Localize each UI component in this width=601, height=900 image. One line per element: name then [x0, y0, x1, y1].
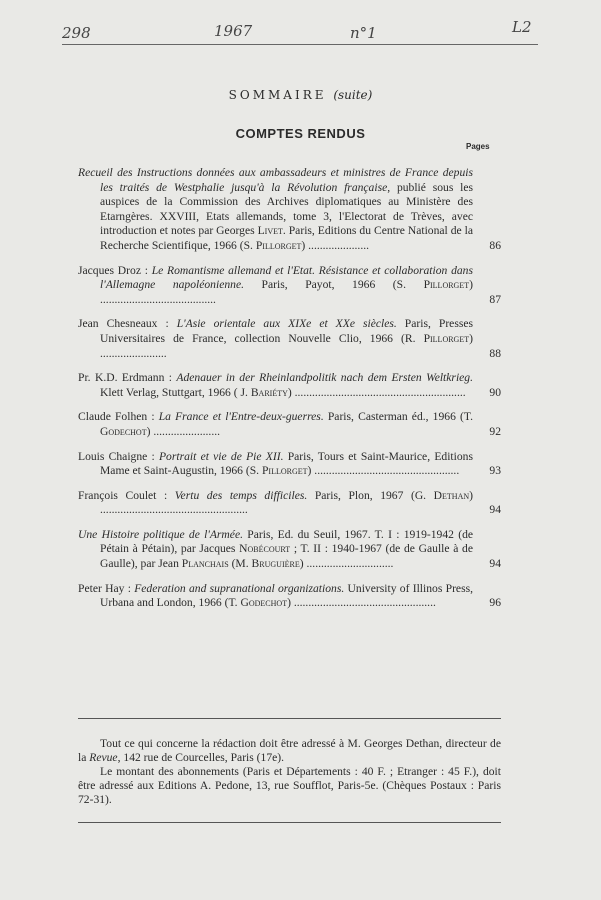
- entry-leader: ) ..............................: [299, 557, 394, 571]
- review-entry: [78, 317, 501, 361]
- entry-reviewer: Godechot: [240, 596, 288, 610]
- entry-page: 87: [489, 292, 501, 306]
- entry-reviewer: Godechot: [100, 424, 147, 438]
- entry-details: Paris, Casterman éd., 1966 (T.: [323, 410, 473, 424]
- entry-details-end: ; T. II : 1940-1967 (de de Gaulle à de Gaulle), par Jean: [100, 542, 473, 571]
- entry-author: François Coulet :: [78, 488, 175, 502]
- entry-title: L'Asie orientale aux XIXe et XXe siècles.: [176, 317, 397, 331]
- footer-top-rule: [78, 718, 501, 719]
- review-entry: [78, 264, 501, 308]
- entry-leader: ) ...........................................................: [287, 385, 466, 399]
- entry-page: 94: [489, 557, 501, 571]
- footer-editorial-address: [78, 737, 501, 765]
- entry-details-end: . Paris, Editions du Centre National de la Recherche Scientifique, 1966 (S.: [100, 224, 473, 252]
- review-entry: [78, 528, 501, 572]
- footer-subscription: Le montant des abonnements (Paris et Départements : 40 F. ; Etranger : 45 F.), doit être adressé aux Editions A. Pedone, 13, rue Soufflot, Paris-5e. (Chèques Postaux : Paris 72-31).: [78, 765, 501, 806]
- handwritten-code: L2: [512, 18, 532, 36]
- footer-bottom-rule: [78, 822, 501, 823]
- section-title: COMPTES RENDUS: [235, 126, 366, 141]
- entry-details: Paris, Plon, 1967 (G.: [307, 488, 434, 502]
- entry-editor: Livet: [257, 224, 283, 238]
- entry-title: Portrait et vie de Pie XII.: [158, 449, 284, 463]
- entry-page: 93: [489, 464, 501, 478]
- entry-reviewer: Bruguière: [251, 557, 300, 571]
- entry-author-sc2: Planchais: [181, 557, 229, 571]
- entry-author: Jacques Droz :: [78, 263, 152, 277]
- entry-page: 90: [489, 385, 501, 399]
- entry-title: Recueil des Instructions données aux ambassadeurs et ministres de France depuis les traités de Westphalie jusqu'à la Révolution française: [78, 166, 473, 194]
- review-entry: [78, 371, 501, 400]
- entry-title: Vertu des temps difficiles.: [174, 488, 308, 502]
- entry-title: Le Romantisme allemand et l'Etat. Résistance et collaboration dans l'Allemagne napoléonienne.: [100, 263, 473, 292]
- entry-page: 92: [489, 424, 501, 438]
- entry-details: Paris, Presses Universitaires de France, collection Nouvelle Clio, 1966 (R.: [100, 317, 474, 345]
- review-entry: [78, 450, 501, 479]
- page-title: [0, 88, 601, 102]
- entry-details-end2: (M.: [228, 557, 252, 571]
- entry-reviewer: Pillorget: [261, 464, 308, 478]
- sommaire-suite: (suite): [333, 88, 373, 102]
- footer-notice: [78, 737, 501, 807]
- entry-author: Peter Hay :: [78, 581, 135, 595]
- entry-page: 88: [489, 346, 501, 360]
- entry-page: 96: [489, 596, 501, 610]
- sommaire-title: SOMMAIRE: [228, 88, 327, 102]
- footer-para1-text: Tout ce qui concerne la rédaction doit être adressé à M. Georges Dethan, directeur de la: [78, 737, 501, 764]
- entry-page: 94: [489, 503, 501, 517]
- entry-details: Paris, Payot, 1966 (S.: [244, 278, 424, 292]
- handwriting-underline: [62, 44, 538, 45]
- entry-details: Paris, Ed. du Seuil, 1967. T. I : 1919-1942 (de Pétain à Pétain), par Jacques: [100, 527, 474, 556]
- review-list: [78, 166, 501, 621]
- handwritten-year: 1967: [214, 22, 253, 40]
- entry-details: Paris, Tours et Saint-Maurice, Editions Mame et Saint-Augustin, 1966 (S.: [100, 449, 473, 478]
- entry-author: Claude Folhen :: [78, 410, 159, 424]
- entry-leader: ) ..................................................: [307, 464, 460, 478]
- entry-leader: ) ........................................: [100, 278, 473, 306]
- review-entry: [78, 582, 501, 611]
- review-entry: [78, 489, 501, 518]
- handwritten-number: 298: [62, 24, 91, 42]
- entry-leader: ) .......................: [146, 424, 221, 438]
- entry-leader: ) .....................: [301, 238, 370, 252]
- entry-title: Une Histoire politique de l'Armée.: [78, 527, 243, 541]
- review-entry: [78, 410, 501, 439]
- entry-reviewer: Dethan: [433, 488, 470, 502]
- entry-reviewer: Pillorget: [255, 238, 302, 252]
- entry-reviewer: Pillorget: [423, 331, 470, 345]
- entry-author: Jean Chesneaux :: [78, 317, 177, 331]
- entry-author: Louis Chaigne :: [78, 449, 159, 463]
- entry-reviewer: Pillorget: [423, 278, 470, 292]
- entry-details: Klett Verlag, Stuttgart, 1966 ( J.: [100, 385, 251, 399]
- entry-title: Federation and supranational organizations.: [134, 581, 345, 595]
- entry-leader: ) ...................................................: [100, 488, 474, 517]
- entry-leader: ) .................................................: [287, 596, 436, 610]
- footer-para1-end: , 142 rue de Courcelles, Paris (17e).: [117, 751, 285, 764]
- entry-title: Adenauer in der Rheinlandpolitik nach dem Ersten Weltkrieg.: [176, 371, 474, 385]
- entry-details: University of Illinos Press, Urbana and London, 1966 (T.: [100, 581, 473, 610]
- pages-column-label: Pages: [466, 142, 490, 151]
- review-entry: [78, 166, 501, 254]
- entry-leader: ) .......................: [100, 331, 473, 360]
- footer-revue: Revue: [89, 751, 118, 764]
- handwritten-issue: n°1: [350, 24, 377, 42]
- entry-details: , publié sous les auspices de la Commission des Archives diplomatiques au Ministère des Etarngères. XXVIII, Etats allemands, tome 3, l'Electorat de Trèves, avec introduction et notes par Georges: [100, 180, 473, 238]
- entry-reviewer: Bariéty: [250, 385, 288, 399]
- entry-title: La France et l'Entre-deux-guerres.: [158, 410, 324, 424]
- entry-author: Pr. K.D. Erdmann :: [78, 371, 177, 385]
- entry-page: 86: [489, 238, 501, 252]
- entry-author-sc: Nobécourt: [239, 542, 291, 556]
